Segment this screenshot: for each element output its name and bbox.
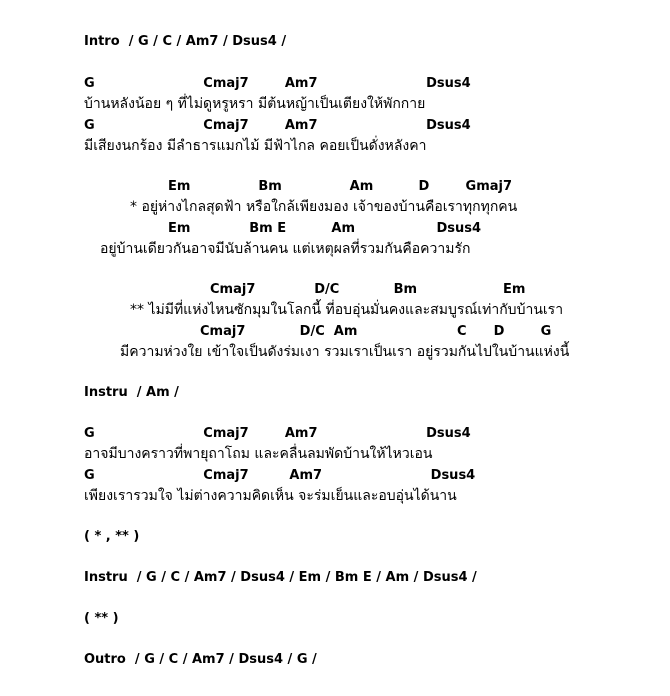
chord-line: G Cmaj7 Am7 Dsus4 [84,426,471,441]
lyric-line: เพียงเรารวมใจ ไม่ต่างความคิดเห็น จะร่มเย็นและอบอุ่นได้นาน [84,488,457,504]
section-line: Outro / G / C / Am7 / Dsus4 / G / [84,652,317,667]
section-line: ( * , ** ) [84,529,140,544]
lyric-line: อาจมีบางคราวที่พายุถาโถม และคลื่นลมพัดบ้านให้ไหวเอน [84,446,433,462]
chord-line: G Cmaj7 Am7 Dsus4 [84,118,471,133]
chord-line: G Cmaj7 Am7 Dsus4 [84,468,476,483]
lyric-line: บ้านหลังน้อย ๆ ที่ไม่ดูหรูหรา มีต้นหญ้าเป็นเตียงให้พักกาย [84,96,426,112]
chord-line: Em Bm E Am Dsus4 [168,221,482,236]
section-line: Instru / G / C / Am7 / Dsus4 / Em / Bm E / Am / Dsus4 / [84,570,477,585]
lyric-line: ** ไม่มีที่แห่งไหนซักมุมในโลกนี้ ที่อบอุ่นมั่นคงและสมบูรณ์เท่ากับบ้านเรา [130,302,564,318]
chord-line: G Cmaj7 Am7 Dsus4 [84,76,471,91]
section-line: ( ** ) [84,611,119,626]
chord-line: Cmaj7 D/C Bm Em [210,282,526,297]
chord-line: Cmaj7 D/C Am C D G [200,324,552,339]
section-line: Instru / Am / [84,385,179,400]
lyric-line: อยู่บ้านเดียวกันอาจมีนับล้านคน แต่เหตุผลที่รวมกันคือความรัก [100,241,471,257]
lyric-line: มีความห่วงใย เข้าใจเป็นดังร่มเงา รวมเราเป็นเรา อยู่รวมกันไปในบ้านแห่งนี้ [120,344,570,360]
chord-line: Em Bm Am D Gmaj7 [168,179,513,194]
section-line: Intro / G / C / Am7 / Dsus4 / [84,34,287,49]
lyric-line: มีเสียงนกร้อง มีลำธารแมกไม้ มีฟ้าไกล คอยเป็นดั่งหลังคา [84,138,427,154]
lyric-line: * อยู่ห่างไกลสุดฟ้า หรือใกล้เพียงมอง เจ้าของบ้านคือเราทุกทุกคน [130,199,518,215]
